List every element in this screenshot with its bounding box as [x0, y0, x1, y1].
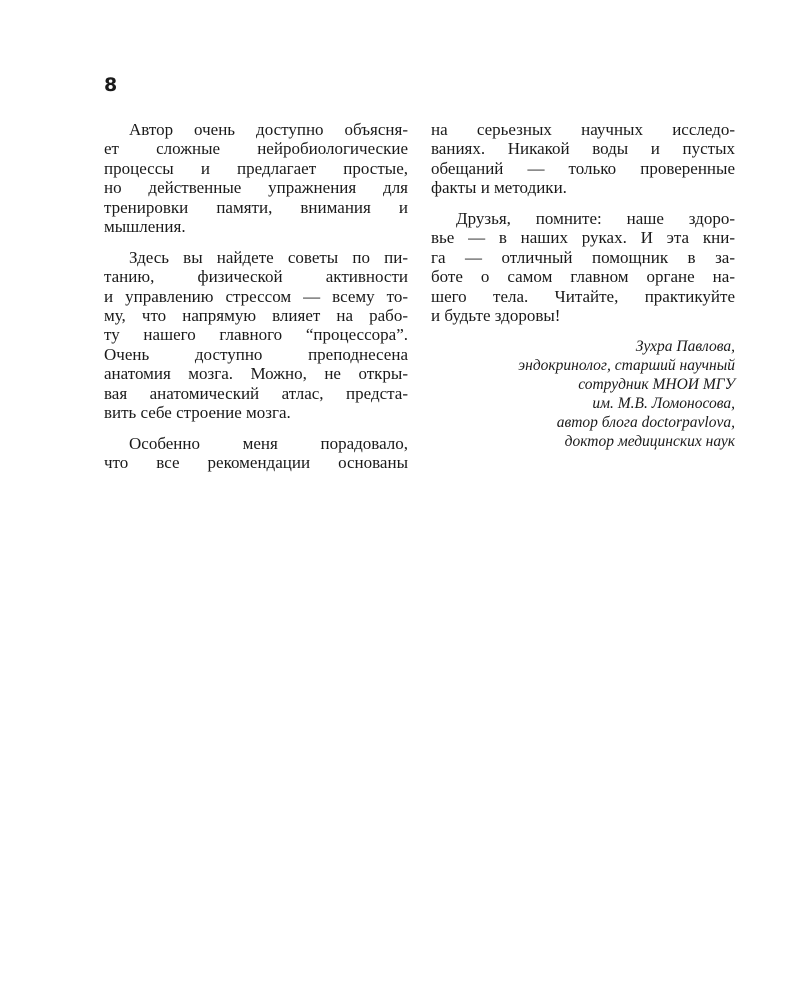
text-line: ту нашего главного “процессора”.	[104, 325, 408, 345]
text-line: Очень доступно преподнесена	[104, 344, 408, 364]
paragraph-1	[104, 120, 408, 236]
paragraph-2	[104, 248, 408, 423]
paragraph-3	[104, 434, 408, 473]
signature-line: им. М.В. Ломоносова,	[592, 394, 735, 412]
text-line: Друзья, помните: наше здоро-	[456, 209, 735, 229]
text-line: шего тела. Читайте, практикуйте	[431, 286, 735, 306]
right-column	[431, 120, 735, 451]
text-line: боте о самом главном органе на-	[431, 267, 735, 287]
text-line: на серьезных научных исследо-	[431, 120, 735, 139]
text-line: танию, физической активности	[104, 267, 408, 287]
text-line: обещаний — только проверенные	[431, 158, 735, 178]
paragraph-5	[431, 209, 735, 325]
author-signature	[431, 337, 735, 451]
text-line: факты и методики.	[431, 178, 567, 198]
text-line: му, что напрямую влияет на рабо-	[104, 306, 408, 326]
text-line: вая анатомический атлас, предста-	[104, 383, 408, 403]
signature-line: эндокринолог, старший научный	[518, 356, 735, 374]
text-line: но действенные упражнения для	[104, 178, 408, 198]
text-line: и управлению стрессом — всему то-	[104, 286, 408, 306]
signature-name: Зухра Павлова,	[635, 337, 735, 355]
text-line: ет сложные нейробиологические	[104, 139, 408, 159]
text-line: процессы и предлагает простые,	[104, 158, 408, 178]
text-line: Автор очень доступно объясня-	[129, 120, 408, 139]
text-line: Особенно меня порадовало,	[129, 433, 408, 453]
text-line: анатомия мозга. Можно, не откры-	[104, 364, 408, 384]
signature-line: автор блога doctorpavlova,	[556, 413, 735, 431]
signature-line: доктор медицинских наук	[564, 432, 735, 450]
page-number: 8	[104, 74, 117, 96]
text-line: вить себе строение мозга.	[104, 403, 291, 423]
text-line: что все рекомендации основаны	[104, 453, 408, 473]
left-column	[104, 120, 408, 484]
text-line: вье — в наших руках. И эта кни-	[431, 228, 735, 248]
text-line: тренировки памяти, внимания и	[104, 197, 408, 217]
text-line: мышления.	[104, 217, 186, 237]
text-line: га — отличный помощник в за-	[431, 247, 735, 267]
paragraph-4	[431, 120, 735, 198]
text-line: и будьте здоровы!	[431, 306, 561, 326]
signature-line: сотрудник МНОИ МГУ	[578, 375, 735, 393]
text-line: Здесь вы найдете советы по пи-	[129, 247, 408, 267]
text-line: ваниях. Никакой воды и пустых	[431, 139, 735, 159]
